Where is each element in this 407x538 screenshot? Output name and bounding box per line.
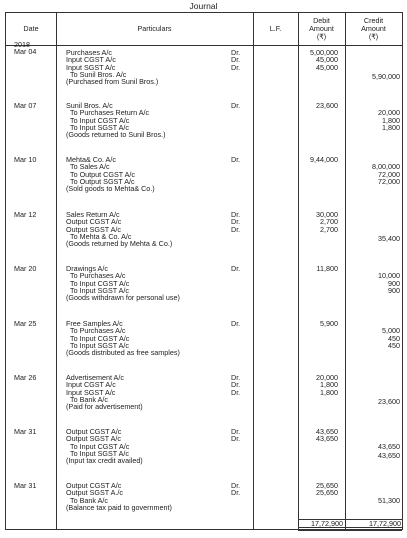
entry-date: 2018 — [14, 40, 30, 49]
col-divider-particulars — [253, 13, 254, 529]
entry-debit-amount: 25,650 — [316, 488, 338, 498]
credit-total-double-rule — [345, 527, 402, 531]
entry-particulars: To Purchases Return A/c — [70, 108, 150, 118]
entry-particulars: To Input CGST A/c — [70, 333, 130, 343]
journal-table — [5, 12, 403, 530]
entry-particulars: To Output SGST A/c — [70, 176, 135, 186]
entry-particulars: (Goods returned to Sunil Bros.) — [66, 130, 166, 140]
entry-particulars: To Input SGST A/c — [70, 448, 129, 458]
entry-particulars: (Paid for advertisement) — [66, 402, 143, 412]
entry-credit-amount: 5,000 — [382, 326, 400, 336]
entry-particulars: Free Samples A/c — [66, 319, 123, 328]
entry-dr-marker: Dr. — [231, 224, 241, 234]
header-debit-line: Amount — [309, 24, 334, 33]
entry-debit-amount: 23,600 — [316, 101, 338, 110]
entry-credit-amount: 5,90,000 — [372, 71, 400, 81]
entry-particulars: To Bank A/c — [70, 394, 108, 404]
entry-credit-amount: 900 — [388, 278, 400, 288]
entry-particulars: Input CGST A/c — [66, 55, 116, 65]
entry-dr-marker: Dr. — [231, 217, 241, 227]
entry-particulars: Mehta& Co. A/c — [66, 155, 116, 164]
entry-credit-amount: 43,650 — [378, 441, 400, 451]
entry-debit-amount: 30,000 — [316, 210, 338, 219]
entry-date: Mar 12 — [14, 210, 37, 219]
entry-dr-marker: Dr. — [231, 264, 241, 273]
entry-particulars: Advertisement A/c — [66, 373, 124, 382]
entry-particulars: To Purchases A/c — [70, 326, 126, 336]
entry-particulars: To Bank A/c — [70, 495, 108, 505]
header-debit-line: Debit — [313, 16, 330, 25]
entry-credit-amount: 450 — [388, 340, 400, 350]
entry-dr-marker: Dr. — [231, 210, 241, 219]
entry-debit-amount: 5,900 — [320, 319, 338, 328]
entry-credit-amount: 43,650 — [378, 450, 400, 460]
debit-total: 17,72,900 — [311, 519, 343, 528]
entry-particulars: (Goods distributed as free samples) — [66, 348, 180, 358]
entry-particulars: (Purchased from Sunil Bros.) — [66, 77, 159, 87]
entry-debit-amount: 43,650 — [316, 434, 338, 444]
entry-particulars: (Goods withdrawn for personal use) — [66, 293, 180, 303]
entry-particulars: Sunil Bros. A/c — [66, 101, 113, 110]
entry-particulars: (Sold goods to Mehta& Co.) — [66, 184, 155, 194]
entry-debit-amount: 45,000 — [316, 55, 338, 65]
entry-credit-amount: 10,000 — [378, 271, 400, 281]
entry-credit-amount: 35,400 — [378, 233, 400, 243]
entry-debit-amount: 20,000 — [316, 373, 338, 382]
entry-debit-amount: 1,800 — [320, 380, 338, 390]
entry-dr-marker: Dr. — [231, 427, 241, 436]
entry-debit-amount: 25,650 — [316, 481, 338, 490]
header-credit — [345, 13, 402, 45]
entry-dr-marker: Dr. — [231, 481, 241, 490]
entry-credit-amount: 23,600 — [378, 396, 400, 406]
entry-credit-amount: 8,00,000 — [372, 162, 400, 172]
entry-dr-marker: Dr. — [231, 380, 241, 390]
header-credit-line: (₹) — [368, 32, 379, 41]
entry-particulars: To Input SGST A/c — [70, 285, 129, 295]
entry-particulars: Output SGST A/c — [66, 224, 121, 234]
col-divider-date — [56, 13, 57, 529]
header-particulars: Particulars — [137, 24, 172, 33]
entry-dr-marker: Dr. — [231, 373, 241, 382]
entry-dr-marker: Dr. — [231, 434, 241, 444]
entry-credit-amount: 51,300 — [378, 495, 400, 505]
entry-debit-amount: 5,00,000 — [310, 48, 338, 57]
entry-particulars: To Sales A/c — [70, 162, 110, 172]
entry-credit-amount: 450 — [388, 333, 400, 343]
entry-particulars: To Input CGST A/c — [70, 115, 130, 125]
entry-dr-marker: Dr. — [231, 155, 241, 164]
entry-particulars: Purchases A/c — [66, 48, 112, 57]
entry-particulars: Input CGST A/c — [66, 380, 116, 390]
entry-credit-amount: 72,000 — [378, 169, 400, 179]
entry-particulars: Input SGST A/c — [66, 387, 116, 397]
entry-dr-marker: Dr. — [231, 387, 241, 397]
debit-total-double-rule — [298, 527, 345, 531]
entry-debit-amount: 2,700 — [320, 217, 338, 227]
entry-particulars: Output SGST A/c — [66, 434, 121, 444]
entry-particulars: Sales Return A/c — [66, 210, 120, 219]
entry-debit-amount: 9,44,000 — [310, 155, 338, 164]
entry-debit-amount: 2,700 — [320, 224, 338, 234]
entry-credit-amount: 72,000 — [378, 176, 400, 186]
header-lf: L.F. — [269, 24, 282, 33]
entry-particulars: To Mehta & Co. A/c — [70, 231, 132, 241]
entry-credit-amount: 1,800 — [382, 115, 400, 125]
entry-credit-amount: 900 — [388, 285, 400, 295]
entry-debit-amount: 1,800 — [320, 387, 338, 397]
entry-particulars: Output CGST A/c — [66, 217, 122, 227]
entry-date: Mar 07 — [14, 101, 37, 110]
entry-date: Mar 31 — [14, 481, 37, 490]
entry-debit-amount: 11,800 — [316, 264, 338, 273]
entry-date: Mar 04 — [14, 47, 37, 57]
journal-title: Journal — [189, 1, 218, 11]
entry-particulars: To Output CGST A/c — [70, 169, 135, 179]
entry-date: Mar 10 — [14, 155, 37, 164]
entry-date: Mar 26 — [14, 373, 37, 382]
entry-particulars: To Purchases A/c — [70, 271, 126, 281]
entry-particulars: To Sunil Bros. A/c — [70, 69, 127, 79]
header-debit-line: (₹) — [316, 32, 327, 41]
entry-dr-marker: Dr. — [231, 48, 241, 57]
entry-dr-marker: Dr. — [231, 55, 241, 65]
entry-debit-amount: 43,650 — [316, 427, 338, 436]
credit-total: 17,72,900 — [369, 519, 401, 528]
header-divider — [6, 45, 402, 46]
entry-particulars: Input SGST A/c — [66, 62, 116, 72]
entry-particulars: (Balance tax paid to government) — [66, 502, 172, 512]
entry-credit-amount: 1,800 — [382, 122, 400, 132]
entry-particulars: To Input SGST A/c — [70, 122, 129, 132]
header-date: Date — [23, 24, 39, 33]
entry-particulars: To Input SGST A/c — [70, 340, 129, 350]
entry-dr-marker: Dr. — [231, 101, 241, 110]
entry-particulars: To Input CGST A/c — [70, 278, 130, 288]
entry-particulars: Output SGST A./c — [66, 488, 123, 498]
entry-particulars: Drawings A/c — [66, 264, 108, 273]
entry-dr-marker: Dr. — [231, 488, 241, 498]
header-debit — [298, 13, 345, 45]
entry-dr-marker: Dr. — [231, 62, 241, 72]
entry-particulars: Output CGST A/c — [66, 481, 122, 490]
entry-credit-amount: 20,000 — [378, 108, 400, 118]
entry-date: Mar 20 — [14, 264, 37, 273]
entry-date: Mar 25 — [14, 319, 37, 328]
header-credit-line: Credit — [363, 16, 384, 25]
entry-dr-marker: Dr. — [231, 319, 241, 328]
entry-particulars: To Input CGST A/c — [70, 441, 130, 451]
entry-debit-amount: 45,000 — [316, 62, 338, 72]
entry-particulars: (Goods returned by Mehta & Co.) — [66, 239, 173, 249]
entry-particulars: (Input tax credit availed) — [66, 456, 143, 466]
header-credit-line: Amount — [361, 24, 386, 33]
entry-date: Mar 31 — [14, 427, 37, 436]
entry-particulars: Output CGST A/c — [66, 427, 122, 436]
